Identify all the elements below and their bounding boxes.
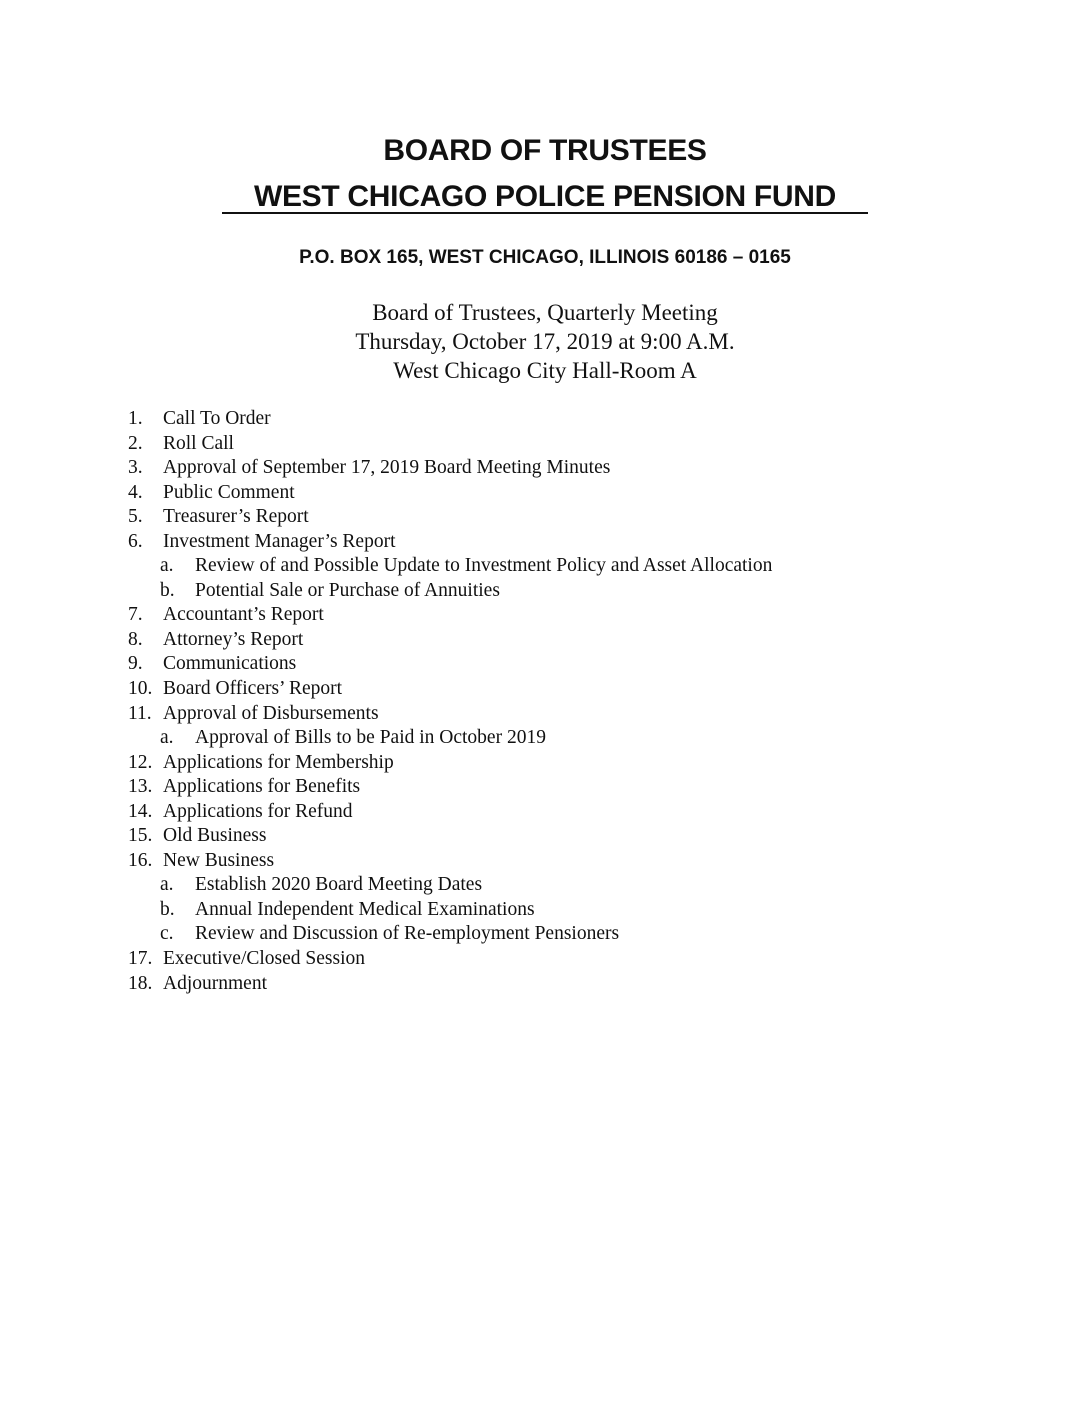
meeting-info (222, 298, 868, 385)
agenda-item-label: Attorney’s Report (163, 628, 304, 650)
meeting-type: Board of Trustees, Quarterly Meeting (372, 300, 718, 325)
mailing-address: P.O. BOX 165, WEST CHICAGO, ILLINOIS 60186 – 0165 (299, 247, 791, 268)
agenda-sub-item-label: Potential Sale or Purchase of Annuities (195, 579, 500, 601)
agenda-item-number: 9. (128, 653, 143, 675)
agenda-item-label: Applications for Benefits (163, 776, 361, 798)
agenda-item (128, 849, 908, 874)
agenda-sub-item-letter: c. (160, 923, 174, 945)
agenda-sub-item (128, 898, 908, 923)
agenda-item (128, 800, 908, 825)
agenda-item (128, 947, 908, 972)
agenda-item (128, 702, 908, 727)
agenda-sub-item-letter: a. (160, 874, 174, 896)
agenda-item-number: 4. (128, 481, 143, 503)
agenda-item-label: Public Comment (163, 481, 295, 503)
agenda-item-number: 5. (128, 506, 143, 528)
title-divider (222, 212, 868, 214)
agenda-list (128, 407, 908, 996)
agenda-sub-item-label: Review and Discussion of Re-employment Pensioners (195, 923, 620, 945)
agenda-item-number: 10. (128, 678, 153, 700)
agenda-item (128, 751, 908, 776)
agenda-item-number: 1. (128, 408, 143, 429)
title-line-1: BOARD OF TRUSTEES (383, 134, 707, 167)
agenda-item (128, 677, 908, 702)
agenda-item-label: Treasurer’s Report (163, 506, 309, 528)
agenda-item-label: Adjournment (163, 972, 267, 994)
agenda-sub-item-label: Review of and Possible Update to Investment Policy and Asset Allocation (195, 555, 773, 577)
agenda-item (128, 481, 908, 506)
agenda-sub-item-letter: a. (160, 727, 174, 749)
agenda-item-number: 17. (128, 948, 153, 970)
agenda-item-number: 12. (128, 751, 153, 773)
meeting-location: West Chicago City Hall-Room A (393, 358, 697, 383)
agenda-sub-item-letter: b. (160, 579, 175, 601)
agenda-item-label: Approval of September 17, 2019 Board Meeting Minutes (163, 457, 611, 479)
agenda-item-label: Applications for Membership (163, 751, 394, 773)
agenda-item-label: Old Business (163, 825, 267, 847)
agenda-item-number: 16. (128, 849, 153, 871)
agenda-item (128, 603, 908, 628)
agenda-item (128, 456, 908, 481)
agenda-sub-item-letter: b. (160, 898, 175, 920)
agenda-item-label: Communications (163, 653, 297, 675)
agenda-item-number: 6. (128, 530, 143, 552)
agenda-item (128, 652, 908, 677)
agenda-sub-item (128, 579, 908, 604)
agenda-item-label: Call To Order (163, 408, 271, 429)
agenda-item-number: 7. (128, 604, 143, 626)
agenda-item (128, 972, 908, 997)
agenda-item-label: Investment Manager’s Report (163, 530, 396, 552)
agenda-item (128, 407, 908, 432)
agenda-item-label: Executive/Closed Session (163, 948, 366, 970)
agenda-sub-item (128, 554, 908, 579)
agenda-item-label: Approval of Disbursements (163, 702, 379, 724)
agenda-sub-item (128, 922, 908, 947)
agenda-item-number: 8. (128, 628, 143, 650)
agenda-sub-item-label: Approval of Bills to be Paid in October 2019 (195, 727, 546, 749)
agenda-item-number: 15. (128, 825, 153, 847)
meeting-datetime: Thursday, October 17, 2019 at 9:00 A.M. (355, 329, 735, 354)
agenda-item (128, 505, 908, 530)
agenda-item-number: 18. (128, 972, 153, 994)
agenda-item-label: Board Officers’ Report (163, 678, 343, 700)
agenda-item-label: Applications for Refund (163, 800, 353, 822)
agenda-item-number: 2. (128, 432, 143, 454)
agenda-sub-item (128, 873, 908, 898)
agenda-sub-item (128, 726, 908, 751)
agenda-sub-item-label: Annual Independent Medical Examinations (195, 898, 535, 920)
agenda-item-label: Accountant’s Report (163, 604, 324, 626)
title-line-2: WEST CHICAGO POLICE PENSION FUND (253, 180, 837, 213)
agenda-item (128, 775, 908, 800)
agenda-sub-item-letter: a. (160, 555, 174, 577)
agenda-item (128, 530, 908, 555)
agenda-item-number: 14. (128, 800, 153, 822)
agenda-item-label: New Business (163, 849, 275, 871)
agenda-item (128, 432, 908, 457)
agenda-item (128, 824, 908, 849)
agenda-item-number: 3. (128, 457, 143, 479)
agenda-item-number: 11. (128, 702, 152, 724)
agenda-sub-item-label: Establish 2020 Board Meeting Dates (195, 874, 483, 896)
agenda-item-number: 13. (128, 776, 153, 798)
agenda-item (128, 628, 908, 653)
document-title (222, 128, 868, 220)
agenda-item-label: Roll Call (163, 432, 234, 454)
